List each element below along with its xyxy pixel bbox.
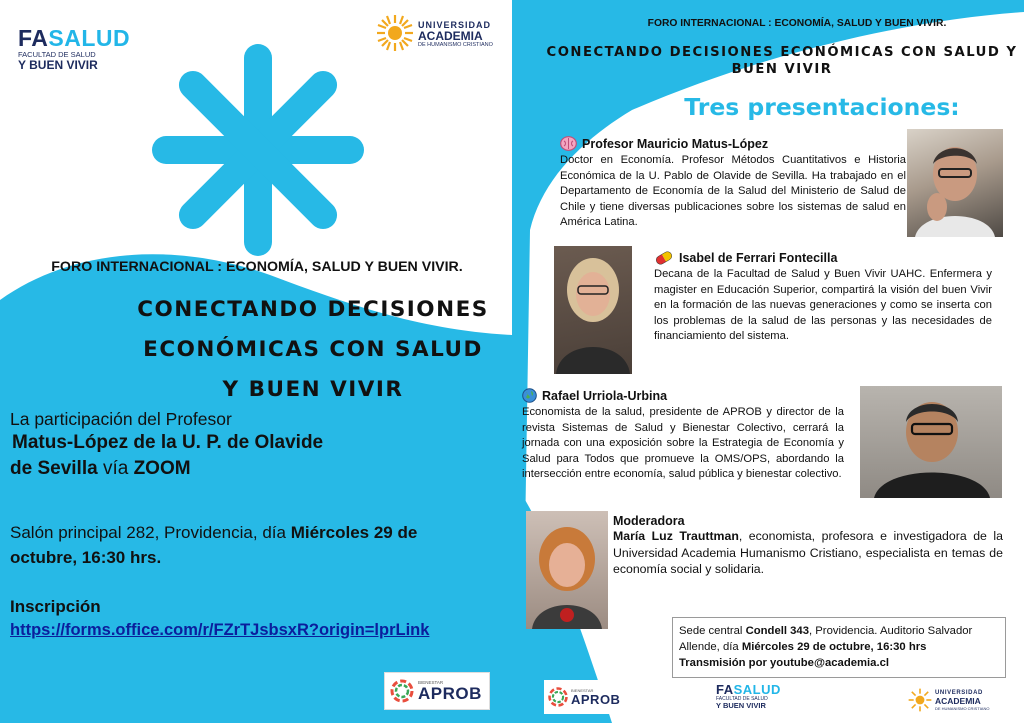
aprob-small-text: BIENESTAR [418, 679, 444, 685]
right-forum-title: FORO INTERNACIONAL : ECONOMÍA, SALUD Y BUEN VIVIR. [647, 18, 947, 29]
right-aprob-label: APROB [571, 691, 621, 707]
moderator-bio: , economista, profesora e investigadora de la Universidad Academia Humanismo Cristiano, especialista en temas de economía social y solidaria. [613, 529, 1003, 576]
speaker-3-photo [860, 386, 1002, 498]
venue-text: Salón principal 282, Providencia, día [10, 523, 291, 542]
right-university-logo [908, 686, 1020, 716]
right-headline-line1: CONECTANDO DECISIONES ECONÓMICAS CON SALUD Y [546, 45, 1018, 60]
right-university-line3: DE HUMANISMO CRISTIANO [935, 706, 990, 711]
right-sun-icon [908, 688, 932, 712]
moderator-name: María Luz Trauttman [613, 529, 739, 543]
participation-university: de Sevilla [10, 458, 98, 479]
venue-box-prefix: Sede central [679, 625, 746, 637]
headline-line2: ECONÓMICAS CON SALUD [143, 337, 483, 362]
venue-time: octubre, 16:30 hrs. [10, 548, 162, 567]
venue-box-details: , Providencia. Auditorio Salvador Allende, día [679, 625, 973, 653]
venue-block [10, 520, 505, 570]
asterisk-icon [148, 40, 368, 260]
forum-title: FORO INTERNACIONAL : ECONOMÍA, SALUD Y BUEN VIVIR. [51, 259, 463, 275]
venue-box [672, 617, 1006, 678]
university-line2: ACADEMIA [418, 29, 483, 43]
aprob-logo [384, 672, 490, 710]
aprob-mark-icon [389, 678, 415, 704]
participation-intro: La participación del Profesor [10, 409, 232, 429]
logo-line2: Y BUEN VIVIR [18, 58, 98, 72]
speaker-2 [654, 251, 992, 345]
speaker-1-photo [907, 129, 1003, 237]
venue-box-address: Condell 343 [745, 625, 809, 637]
right-logo-salud-text: SALUD [733, 682, 781, 697]
moderator-label: Moderadora [613, 514, 685, 528]
speaker-2-photo [554, 246, 632, 374]
speaker-2-bio: Decana de la Facultad de Salud y Buen Vivir UAHC. Enfermera y magister en Educación Superior, compartirá la visión del buen Vivir en la formación de las nuevas generaciones y como se inserta con los problemas de la salud de las personas y las necesidades de financiamiento del sistema. [654, 268, 992, 342]
right-logo-fa-text: FA [716, 682, 734, 697]
logo-fa-text: FA [18, 25, 49, 51]
speaker-3 [522, 388, 844, 483]
speaker-2-name: Isabel de Ferrari Fontecilla [679, 251, 838, 265]
right-fasalud-logo [716, 683, 781, 710]
right-university-line2: ACADEMIA [935, 696, 981, 706]
participation-zoom: ZOOM [133, 458, 191, 479]
participation-via: vía [97, 458, 134, 479]
speaker-3-name: Rafael Urriola-Urbina [542, 388, 668, 403]
headline [128, 290, 498, 410]
logo-salud-text: SALUD [48, 25, 131, 51]
university-logo [376, 12, 508, 56]
speaker-1 [560, 136, 906, 231]
aprob-label: APROB [418, 683, 482, 703]
headline-line1: CONECTANDO DECISIONES [137, 297, 489, 322]
venue-date: Miércoles 29 de [290, 523, 418, 542]
moderator-photo [526, 511, 608, 629]
section-title: Tres presentaciones: [684, 93, 960, 121]
venue-box-stream: Transmisión por youtube@academia.cl [679, 657, 890, 669]
participation-name: Matus-López de la U. P. de Olavide [12, 432, 324, 453]
registration-block [10, 596, 505, 642]
right-logo-line1: FACULTAD DE SALUD [716, 696, 768, 702]
moderator-block [613, 514, 1003, 578]
right-university-line1: UNIVERSIDAD [935, 690, 983, 696]
speaker-1-name: Profesor Mauricio Matus-López [582, 136, 769, 151]
university-line3: DE HUMANISMO CRISTIANO [418, 42, 493, 48]
registration-link[interactable]: https://forms.office.com/r/FZrTJsbsxR?origin=lprLink [10, 621, 430, 639]
headline-line3: Y BUEN VIVIR [222, 377, 404, 402]
fasalud-logo [18, 26, 130, 72]
venue-box-date: Miércoles 29 de octubre, 16:30 hrs [741, 641, 927, 653]
speaker-3-bio: Economista de la salud, presidente de APROB y director de la revista Sistemas de Salud y Bienestar Colectivo, cerrará la jornada con una exposición sobre la Estrategia de Economía y Salud para Todos que promueve la OMS/OPS, abordando la intersección entre economía, salud pública y bienestar colectivo. [522, 406, 844, 480]
right-headline [542, 44, 1022, 78]
speaker-1-bio: Doctor en Economía. Profesor Métodos Cuantitativos e Historia Económica de la U. Pablo de Olavide de Sevilla. Ha trabajado en el Departamento de Economía de la Salud del Ministerio de Salud de Chile y tiene diversas publicaciones sobre los sistemas de salud en América Latina. [560, 154, 906, 228]
right-aprob-logo [544, 680, 622, 714]
right-logo-line2: Y BUEN VIVIR [716, 701, 766, 710]
globe-icon [522, 388, 537, 403]
right-headline-line2: BUEN VIVIR [731, 62, 833, 77]
right-aprob-small-text: BIENESTAR [571, 687, 594, 693]
aprob-mark-icon [547, 686, 569, 708]
registration-heading: Inscripción [10, 597, 101, 616]
logo-line1: FACULTAD DE SALUD [18, 50, 96, 59]
right-panel [512, 0, 1024, 723]
sun-icon [376, 14, 414, 52]
pill-icon [654, 251, 674, 265]
university-line1: UNIVERSIDAD [418, 20, 492, 30]
participation-block [10, 408, 505, 482]
brain-icon [560, 136, 577, 151]
